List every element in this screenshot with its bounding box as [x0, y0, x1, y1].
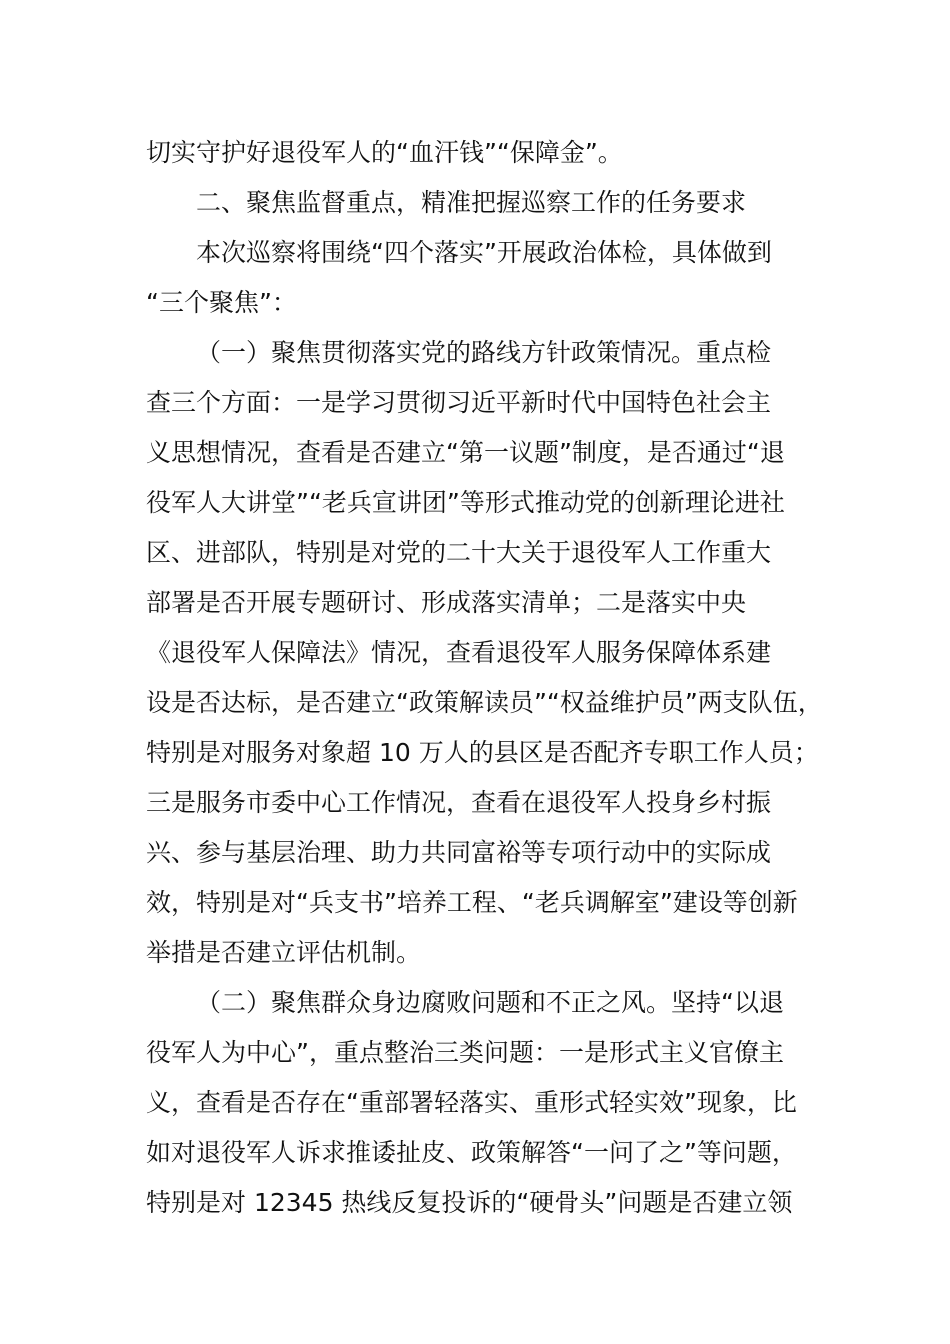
body-text-line: 切实守护好退役军人的“血汗钱”“保障金”。 — [146, 138, 623, 167]
body-text-line: 部署是否开展专题研讨、形成落实清单；二是落实中央 — [146, 588, 747, 617]
body-text-line: 本次巡察将围绕“四个落实”开展政治体检，具体做到 — [196, 238, 772, 267]
body-text-line: 区、进部队，特别是对党的二十大关于退役军人工作重大 — [146, 538, 772, 567]
body-text-line: 义，查看是否存在“重部署轻落实、重形式轻实效”现象，比 — [146, 1088, 797, 1117]
body-text-line: 二、聚焦监督重点，精准把握巡察工作的任务要求 — [196, 188, 747, 217]
body-text-line: 三是服务市委中心工作情况，查看在退役军人投身乡村振 — [146, 788, 772, 817]
body-text-line: 举措是否建立评估机制。 — [146, 938, 422, 967]
body-text-line: 兴、参与基层治理、助力共同富裕等专项行动中的实际成 — [146, 838, 772, 867]
body-text-line: “三个聚焦”： — [146, 288, 297, 317]
body-text-line: 役军人为中心”，重点整治三类问题：一是形式主义官僚主 — [146, 1038, 784, 1067]
body-text-line: 《退役军人保障法》情况，查看退役军人服务保障体系建 — [146, 638, 772, 667]
body-text-line: 义思想情况，查看是否建立“第一议题”制度，是否通过“退 — [146, 438, 785, 467]
body-text-line: 如对退役军人诉求推诿扯皮、政策解答“一问了之”等问题， — [146, 1138, 797, 1167]
body-text-line: 特别是对服务对象超 10 万人的县区是否配齐专职工作人员； — [146, 738, 819, 767]
body-text-line: （二）聚焦群众身边腐败问题和不正之风。坚持“以退 — [196, 988, 784, 1017]
body-text-line: 查三个方面：一是学习贯彻习近平新时代中国特色社会主 — [146, 388, 772, 417]
body-text-line: 效，特别是对“兵支书”培养工程、“老兵调解室”建设等创新 — [146, 888, 798, 917]
body-text-line: 特别是对 12345 热线反复投诉的“硬骨头”问题是否建立领 — [146, 1188, 793, 1217]
body-text-line: 役军人大讲堂”“老兵宣讲团”等形式推动党的创新理论进社 — [146, 488, 785, 517]
body-text-line: （一）聚焦贯彻落实党的路线方针政策情况。重点检 — [196, 338, 772, 367]
body-text-line: 设是否达标，是否建立“政策解读员”“权益维护员”两支队伍， — [146, 688, 823, 717]
